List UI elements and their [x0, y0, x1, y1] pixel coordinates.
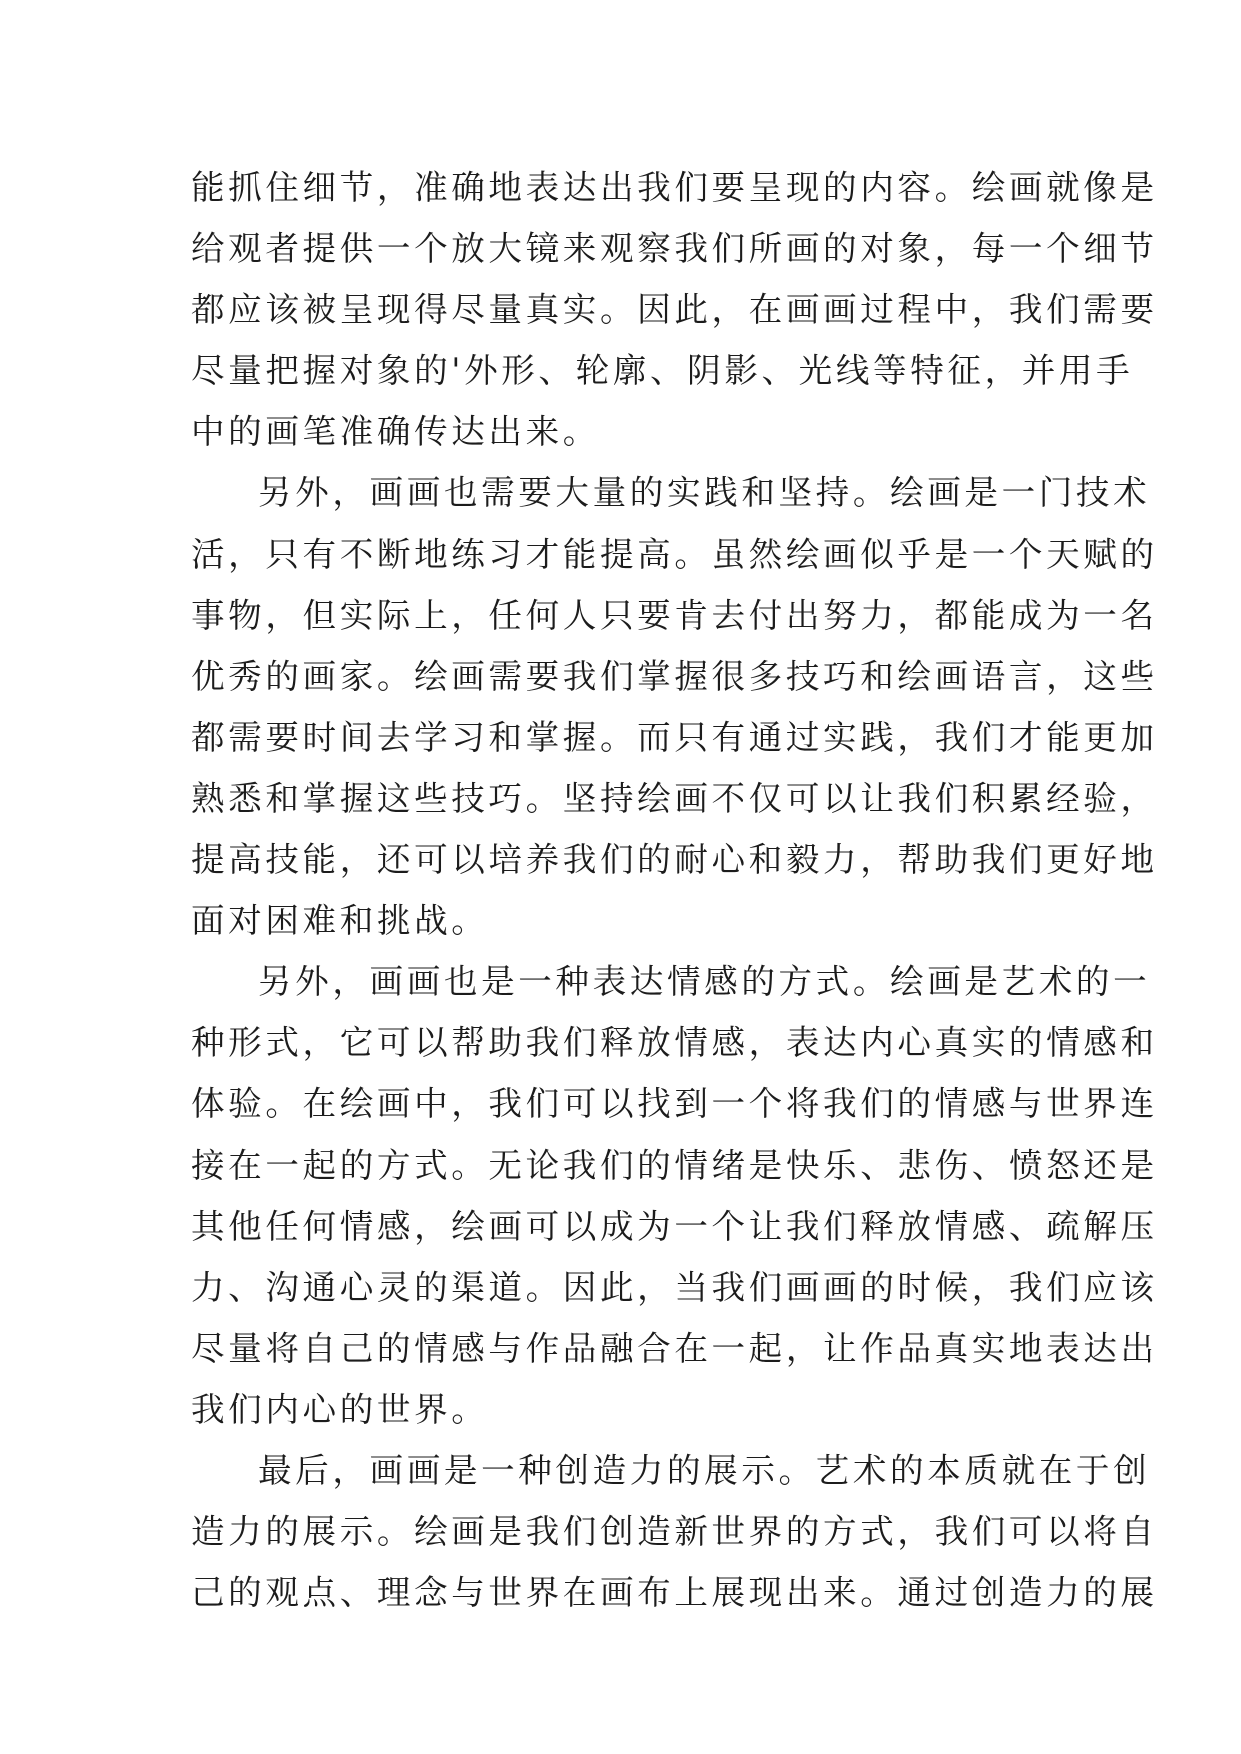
- paragraph-first-line: 另外，画画也需要大量的实践和坚持。绘画是一门技术: [258, 473, 1151, 513]
- text-line: 给观者提供一个放大镜来观察我们所画的对象，每一个细节: [191, 229, 1158, 269]
- text-line: 其他任何情感，绘画可以成为一个让我们释放情感、疏解压: [191, 1206, 1158, 1246]
- text-line: 造力的展示。绘画是我们创造新世界的方式，我们可以将自: [191, 1512, 1158, 1552]
- text-line: 都需要时间去学习和掌握。而只有通过实践，我们才能更加: [191, 717, 1158, 757]
- text-line: 提高技能，还可以培养我们的耐心和毅力，帮助我们更好地: [191, 840, 1158, 880]
- text-line: 己的观点、理念与世界在画布上展现出来。通过创造力的展: [191, 1573, 1158, 1613]
- text-line: 熟悉和掌握这些技巧。坚持绘画不仅可以让我们积累经验，: [191, 778, 1158, 818]
- text-line: 我们内心的世界。: [191, 1389, 489, 1429]
- paragraph-first-line: 最后，画画是一种创造力的展示。艺术的本质就在于创: [258, 1450, 1151, 1490]
- paragraph-first-line: 另外，画画也是一种表达情感的方式。绘画是艺术的一: [258, 962, 1151, 1002]
- text-line: 力、沟通心灵的渠道。因此，当我们画画的时候，我们应该: [191, 1267, 1158, 1307]
- text-line: 体验。在绘画中，我们可以找到一个将我们的情感与世界连: [191, 1084, 1158, 1124]
- text-line: 事物，但实际上，任何人只要肯去付出努力，都能成为一名: [191, 595, 1158, 635]
- text-line: 尽量把握对象的'外形、轮廓、阴影、光线等特征，并用手: [191, 351, 1134, 391]
- text-line: 中的画笔准确传达出来。: [191, 412, 600, 452]
- text-line: 活，只有不断地练习才能提高。虽然绘画似乎是一个天赋的: [191, 534, 1158, 574]
- text-line: 接在一起的方式。无论我们的情绪是快乐、悲伤、愤怒还是: [191, 1145, 1158, 1185]
- text-line: 能抓住细节，准确地表达出我们要呈现的内容。绘画就像是: [191, 168, 1158, 207]
- text-line: 都应该被呈现得尽量真实。因此，在画画过程中，我们需要: [191, 290, 1158, 330]
- body-text: [191, 157, 1158, 1623]
- text-line: 种形式，它可以帮助我们释放情感，表达内心真实的情感和: [191, 1023, 1158, 1063]
- text-line: 尽量将自己的情感与作品融合在一起，让作品真实地表达出: [191, 1328, 1158, 1368]
- text-line: 面对困难和挑战。: [191, 901, 489, 941]
- text-line: 优秀的画家。绘画需要我们掌握很多技巧和绘画语言，这些: [191, 656, 1158, 696]
